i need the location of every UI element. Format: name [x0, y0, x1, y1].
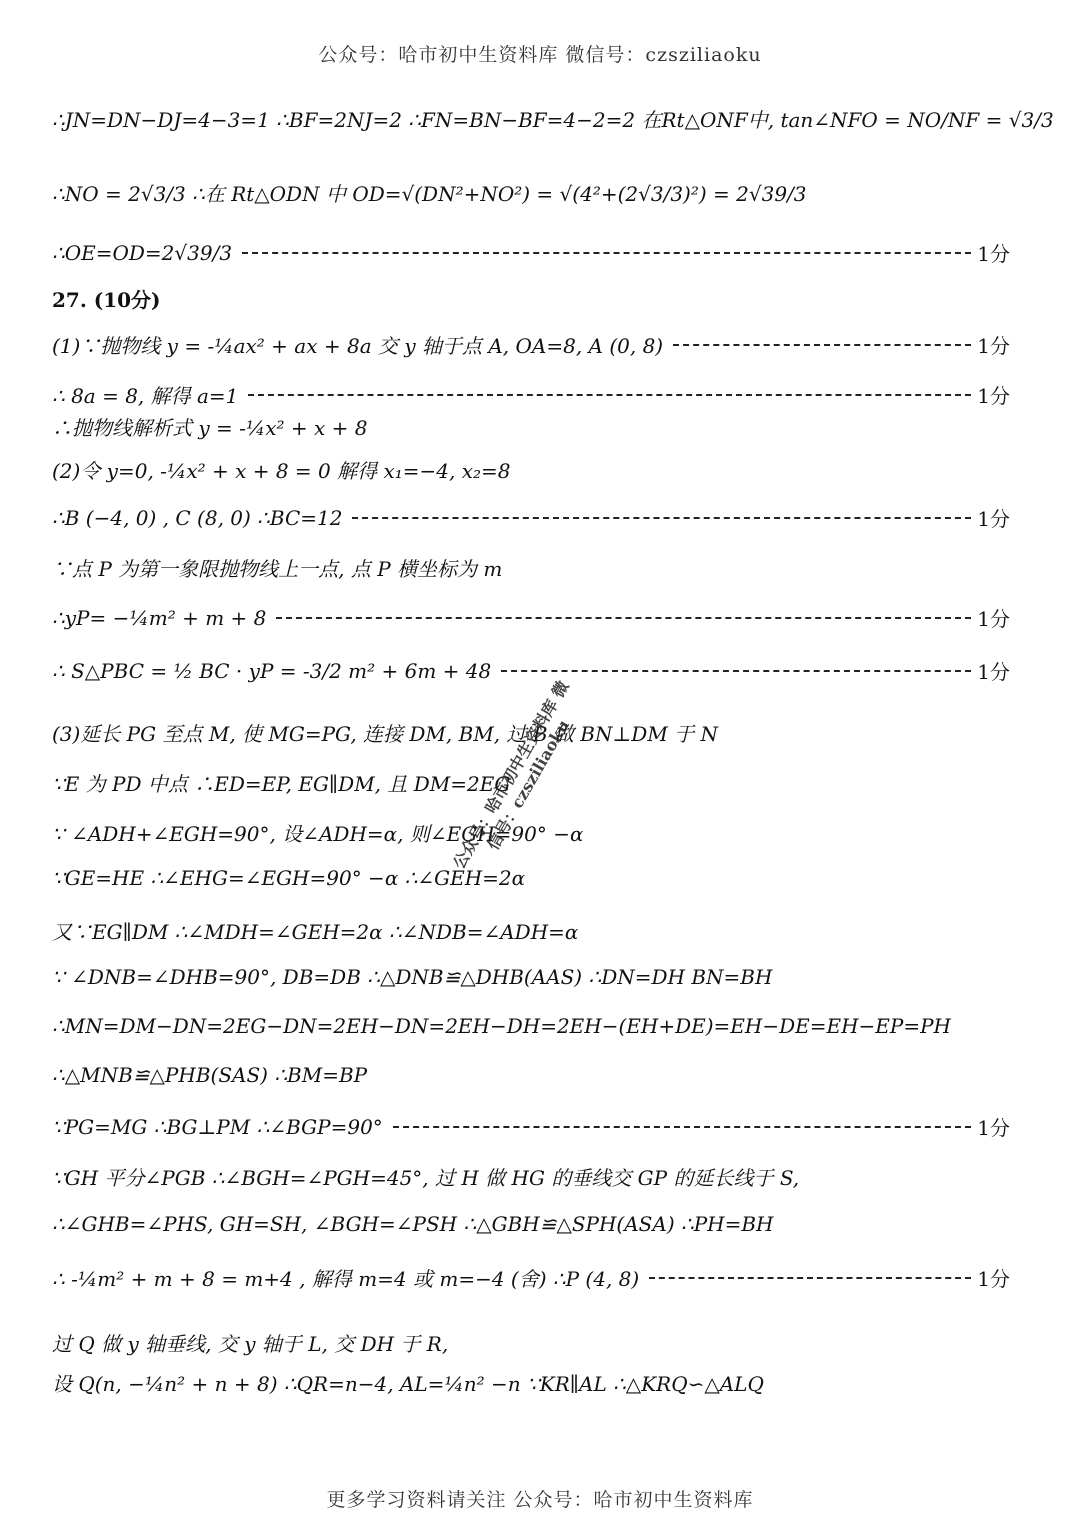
line-text: 设 Q(n, −¼n² + n + 8) ∴QR=n−4, AL=¼n² −n ∵KR∥AL ∴△KRQ∽△ALQ	[52, 1372, 764, 1396]
solution-line	[52, 178, 1010, 207]
solution-line	[52, 1328, 1010, 1357]
dash-leader	[673, 344, 971, 346]
solution-line	[52, 1112, 1010, 1141]
solution-line	[52, 455, 1010, 484]
dash-leader	[649, 1277, 971, 1279]
dash-leader	[276, 617, 971, 619]
score-label: 1分	[977, 507, 1010, 531]
line-text: ∴B (−4, 0) , C (8, 0) ∴BC=12	[52, 505, 343, 530]
line-text: ∴JN=DN−DJ=4−3=1 ∴BF=2NJ=2 ∴FN=BN−BF=4−2=2 在Rt△ONF中, tan∠NFO = NO/NF = √3/3	[52, 108, 1054, 132]
page-footer: 更多学习资料请关注 公众号：哈市初中生资料库	[326, 1489, 754, 1511]
solution-line	[52, 238, 1010, 267]
solution-line	[52, 1368, 1010, 1397]
score-label: 1分	[977, 384, 1010, 408]
solution-line	[52, 1212, 1010, 1236]
watermark-stamp: 公众号：哈市初中生资料库 微信号：czsziliaoku	[449, 677, 574, 872]
dash-leader	[248, 394, 971, 396]
solution-line	[52, 412, 1010, 441]
line-text: ∴△MNB≌△PHB(SAS) ∴BM=BP	[52, 1063, 368, 1087]
score-label: 1分	[977, 242, 1010, 266]
solution-line	[52, 553, 1010, 582]
solution-line	[52, 656, 1010, 685]
score-label: 1分	[977, 334, 1010, 358]
dash-leader	[352, 517, 971, 519]
solution-line	[52, 866, 1010, 890]
page-header: 公众号：哈市初中生资料库 微信号：czsziliaoku	[318, 44, 762, 66]
score-label: 1分	[977, 1116, 1010, 1140]
line-text: ∴MN=DM−DN=2EG−DN=2EH−DN=2EH−DH=2EH−(EH+DE)=EH−DE=EH−EP=PH	[52, 1014, 951, 1038]
line-text: (1)∵抛物线 y = -¼ax² + ax + 8a 交 y 轴于点 A, OA=8, A (0, 8)	[52, 334, 664, 358]
solution-line	[52, 284, 1010, 313]
dash-leader	[242, 252, 971, 254]
line-text: ∵点 P 为第一象限抛物线上一点, 点 P 横坐标为 m	[52, 557, 503, 581]
score-label: 1分	[977, 660, 1010, 684]
line-text: 又∵EG∥DM ∴∠MDH=∠GEH=2α ∴∠NDB=∠ADH=α	[52, 920, 579, 944]
score-label: 1分	[977, 607, 1010, 631]
line-text: 27. (10分)	[52, 288, 161, 312]
line-text: ∴ -¼m² + m + 8 = m+4 , 解得 m=4 或 m=−4 (舍) ∴P (4, 8)	[52, 1267, 640, 1291]
line-text: (2)令 y=0, -¼x² + x + 8 = 0 解得 x₁=−4, x₂=8	[52, 459, 511, 483]
solution-line	[52, 965, 1010, 989]
solution-line	[52, 1263, 1010, 1292]
line-text: (3)延长 PG 至点 M, 使 MG=PG, 连接 DM, BM, 过 B 做 BN⊥DM 于 N	[52, 722, 719, 746]
line-text: ∵GH 平分∠PGB ∴∠BGH=∠PGH=45°, 过 H 做 HG 的垂线交 GP 的延长线于 S,	[52, 1166, 800, 1190]
solution-line	[52, 104, 1054, 133]
line-text: ∴ S△PBC = ½ BC · yP = -3/2 m² + 6m + 48	[52, 658, 492, 683]
dash-leader	[393, 1126, 971, 1128]
solution-line	[52, 330, 1010, 359]
line-text: ∵ ∠DNB=∠DHB=90°, DB=DB ∴△DNB≌△DHB(AAS) ∴DN=DH BN=BH	[52, 965, 773, 989]
solution-line	[52, 1014, 1010, 1038]
solution-line	[52, 916, 1010, 945]
line-text: ∴ 8a = 8, 解得 a=1	[52, 384, 239, 408]
solution-line	[52, 1063, 1010, 1087]
score-label: 1分	[977, 1267, 1010, 1291]
line-text: ∴yP= −¼m² + m + 8	[52, 605, 267, 630]
line-text: ∵GE=HE ∴∠EHG=∠EGH=90° −α ∴∠GEH=2α	[52, 866, 526, 890]
dash-leader	[501, 670, 971, 672]
solution-line	[52, 818, 1010, 847]
solution-line	[52, 603, 1010, 632]
solution-line	[52, 380, 1010, 409]
line-text: 过 Q 做 y 轴垂线, 交 y 轴于 L, 交 DH 于 R,	[52, 1332, 449, 1356]
line-text: ∴∠GHB=∠PHS, GH=SH, ∠BGH=∠PSH ∴△GBH≌△SPH(ASA) ∴PH=BH	[52, 1212, 774, 1236]
solution-line	[52, 1162, 1010, 1191]
line-text: ∵E 为 PD 中点 ∴ED=EP, EG∥DM, 且 DM=2EG	[52, 772, 511, 796]
line-text: ∴抛物线解析式 y = -¼x² + x + 8	[52, 416, 368, 440]
line-text: ∵PG=MG ∴BG⊥PM ∴∠BGP=90°	[52, 1114, 383, 1139]
line-text: ∴OE=OD=2√39/3	[52, 240, 233, 265]
line-text: ∵ ∠ADH+∠EGH=90°, 设∠ADH=α, 则∠EGH=90° −α	[52, 822, 584, 846]
solution-line	[52, 503, 1010, 532]
line-text: ∴NO = 2√3/3 ∴在 Rt△ODN 中 OD=√(DN²+NO²) = √(4²+(2√3/3)²) = 2√39/3	[52, 182, 807, 206]
